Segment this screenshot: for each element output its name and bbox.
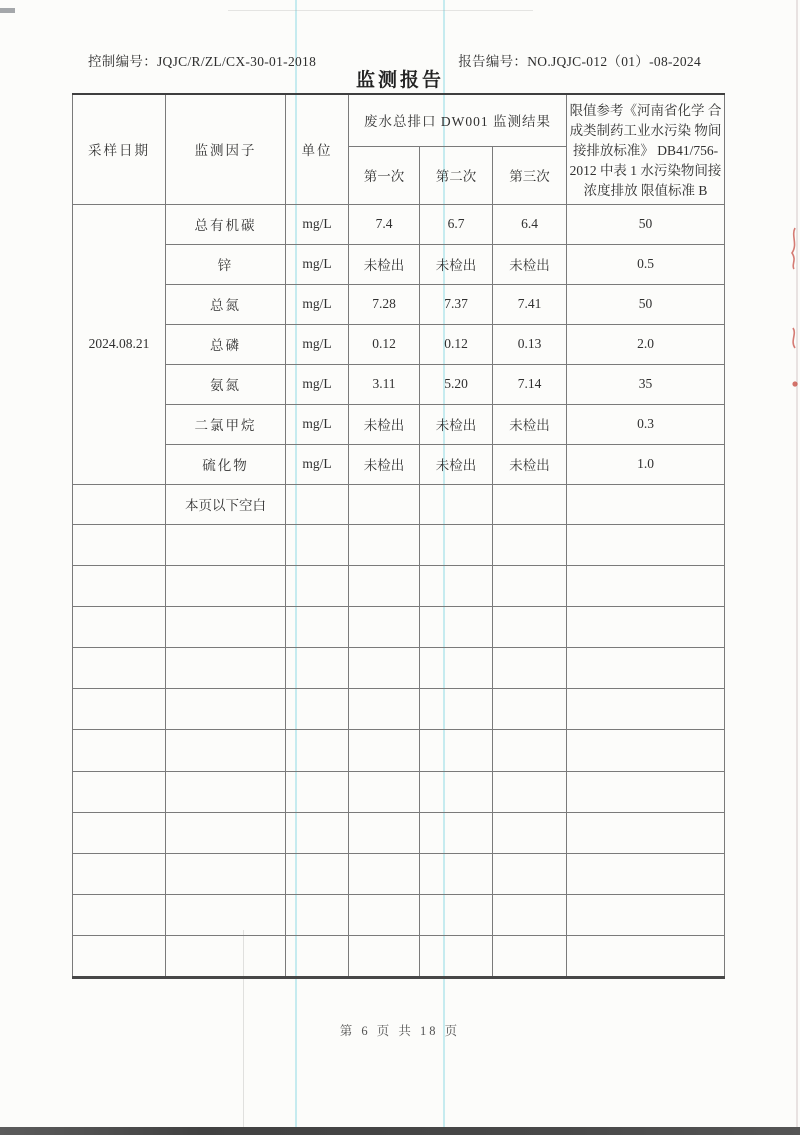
header-third-test: 第三次 [493, 146, 567, 204]
result-3-cell: 未检出 [493, 404, 567, 444]
empty-cell [286, 648, 349, 689]
empty-cell [286, 854, 349, 895]
result-1-cell: 7.28 [349, 284, 420, 324]
result-2-cell: 6.7 [420, 204, 493, 244]
empty-row [73, 524, 725, 565]
empty-row [73, 771, 725, 812]
empty-cell [420, 936, 493, 977]
empty-cell [493, 771, 567, 812]
empty-cell [349, 895, 420, 936]
empty-row [73, 606, 725, 647]
empty-row [73, 895, 725, 936]
empty-row [73, 689, 725, 730]
empty-cell [73, 524, 166, 565]
control-number: 控制编号：JQJC/R/ZL/CX-30-01-2018 [88, 54, 317, 69]
empty-cell [493, 812, 567, 853]
empty-cell [493, 730, 567, 771]
blank-note-row [73, 484, 725, 524]
empty-cell [73, 895, 166, 936]
table-row [73, 444, 725, 484]
empty-cell [286, 895, 349, 936]
factor-cell: 锌 [166, 244, 286, 284]
empty-cell [420, 484, 493, 524]
empty-cell [567, 606, 725, 647]
empty-cell [166, 812, 286, 853]
red-stamp-edge-marks [788, 215, 800, 395]
header-sampling-date: 采样日期 [73, 94, 166, 204]
result-1-cell: 未检出 [349, 244, 420, 284]
empty-cell [166, 771, 286, 812]
table-row [73, 324, 725, 364]
empty-cell [493, 524, 567, 565]
unit-cell: mg/L [286, 204, 349, 244]
result-1-cell: 0.12 [349, 324, 420, 364]
table-row [73, 284, 725, 324]
empty-cell [286, 565, 349, 606]
empty-cell [349, 648, 420, 689]
result-2-cell: 5.20 [420, 364, 493, 404]
empty-cell [420, 854, 493, 895]
scan-artifact-top-line [228, 10, 533, 11]
header-results-group: 废水总排口 DW001 监测结果 [349, 94, 567, 146]
empty-cell [349, 606, 420, 647]
empty-cell [493, 689, 567, 730]
empty-cell [567, 565, 725, 606]
result-1-cell: 7.4 [349, 204, 420, 244]
result-1-cell: 3.11 [349, 364, 420, 404]
scan-page-right-edge [796, 0, 798, 1135]
empty-cell [420, 648, 493, 689]
empty-cell [166, 895, 286, 936]
table-header-row-1 [73, 94, 725, 146]
factor-cell: 氨氮 [166, 364, 286, 404]
unit-cell: mg/L [286, 364, 349, 404]
empty-cell [286, 936, 349, 977]
empty-cell [567, 812, 725, 853]
monitoring-results-table [72, 93, 725, 979]
empty-cell [420, 606, 493, 647]
empty-cell [349, 730, 420, 771]
empty-cell [166, 648, 286, 689]
empty-row [73, 648, 725, 689]
page-title: 监测报告 [355, 70, 444, 91]
result-2-cell: 未检出 [420, 444, 493, 484]
unit-cell: mg/L [286, 324, 349, 364]
empty-cell [493, 606, 567, 647]
empty-cell [73, 936, 166, 977]
empty-cell [567, 648, 725, 689]
factor-cell: 总磷 [166, 324, 286, 364]
result-3-cell: 未检出 [493, 244, 567, 284]
empty-cell [166, 524, 286, 565]
empty-cell [420, 895, 493, 936]
scan-page-bottom-edge [0, 1127, 800, 1135]
header-limit-reference: 限值参考《河南省化学 合成类制药工业水污染 物间接排放标准》 DB41/756-2012 中表 1 水污染物间接浓度排放 限值标准 B [567, 94, 725, 204]
empty-cell [493, 565, 567, 606]
empty-cell [73, 771, 166, 812]
empty-cell [567, 771, 725, 812]
empty-cell [493, 854, 567, 895]
header-second-test: 第二次 [420, 146, 493, 204]
empty-cell [420, 730, 493, 771]
factor-cell: 硫化物 [166, 444, 286, 484]
empty-cell [567, 854, 725, 895]
empty-cell [286, 606, 349, 647]
empty-cell [166, 606, 286, 647]
result-3-cell: 7.41 [493, 284, 567, 324]
unit-cell: mg/L [286, 284, 349, 324]
empty-cell [349, 689, 420, 730]
empty-row [73, 565, 725, 606]
empty-cell [73, 484, 166, 524]
empty-row [73, 854, 725, 895]
result-3-cell: 未检出 [493, 444, 567, 484]
result-2-cell: 0.12 [420, 324, 493, 364]
empty-cell [493, 648, 567, 689]
limit-cell: 0.5 [567, 244, 725, 284]
page-number: 第 6 页 共 18 页 [339, 1024, 461, 1038]
limit-cell: 50 [567, 204, 725, 244]
result-1-cell: 未检出 [349, 404, 420, 444]
scan-artifact-top-dash [0, 8, 15, 13]
empty-cell [349, 854, 420, 895]
empty-cell [420, 771, 493, 812]
limit-cell: 0.3 [567, 404, 725, 444]
blank-note: 本页以下空白 [166, 484, 286, 524]
empty-cell [567, 524, 725, 565]
empty-cell [420, 812, 493, 853]
header-unit: 单位 [286, 94, 349, 204]
unit-cell: mg/L [286, 244, 349, 284]
empty-cell [73, 730, 166, 771]
header-first-test: 第一次 [349, 146, 420, 204]
unit-cell: mg/L [286, 444, 349, 484]
empty-cell [349, 484, 420, 524]
empty-row [73, 936, 725, 977]
table-row [73, 404, 725, 444]
empty-cell [420, 524, 493, 565]
empty-cell [286, 771, 349, 812]
result-2-cell: 7.37 [420, 284, 493, 324]
table-row [73, 244, 725, 284]
empty-cell [286, 812, 349, 853]
table-row [73, 364, 725, 404]
factor-cell: 二氯甲烷 [166, 404, 286, 444]
empty-cell [166, 565, 286, 606]
table-row [73, 204, 725, 244]
empty-cell [567, 895, 725, 936]
limit-cell: 1.0 [567, 444, 725, 484]
empty-cell [349, 812, 420, 853]
factor-cell: 总有机碳 [166, 204, 286, 244]
limit-cell: 35 [567, 364, 725, 404]
unit-cell: mg/L [286, 404, 349, 444]
sampling-date-value: 2024.08.21 [73, 204, 166, 484]
empty-cell [286, 689, 349, 730]
empty-cell [73, 606, 166, 647]
result-2-cell: 未检出 [420, 244, 493, 284]
empty-cell [567, 936, 725, 977]
empty-cell [73, 812, 166, 853]
empty-row [73, 730, 725, 771]
factor-cell: 总氮 [166, 284, 286, 324]
empty-cell [73, 565, 166, 606]
empty-cell [349, 565, 420, 606]
empty-cell [349, 936, 420, 977]
header-monitoring-factor: 监测因子 [166, 94, 286, 204]
result-3-cell: 0.13 [493, 324, 567, 364]
empty-cell [567, 484, 725, 524]
empty-cell [166, 936, 286, 977]
empty-cell [567, 689, 725, 730]
empty-row [73, 812, 725, 853]
result-2-cell: 未检出 [420, 404, 493, 444]
empty-cell [73, 689, 166, 730]
result-3-cell: 7.14 [493, 364, 567, 404]
empty-cell [420, 565, 493, 606]
empty-cell [420, 689, 493, 730]
limit-cell: 2.0 [567, 324, 725, 364]
empty-cell [166, 689, 286, 730]
empty-cell [286, 484, 349, 524]
empty-cell [73, 854, 166, 895]
empty-cell [73, 648, 166, 689]
empty-cell [166, 854, 286, 895]
limit-cell: 50 [567, 284, 725, 324]
result-1-cell: 未检出 [349, 444, 420, 484]
empty-cell [493, 484, 567, 524]
empty-cell [166, 730, 286, 771]
empty-cell [493, 936, 567, 977]
empty-cell [286, 524, 349, 565]
empty-cell [493, 895, 567, 936]
result-3-cell: 6.4 [493, 204, 567, 244]
empty-cell [349, 771, 420, 812]
empty-cell [286, 730, 349, 771]
empty-cell [349, 524, 420, 565]
empty-cell [567, 730, 725, 771]
report-number: 报告编号：NO.JQJC-012（01）-08-2024 [458, 54, 701, 69]
